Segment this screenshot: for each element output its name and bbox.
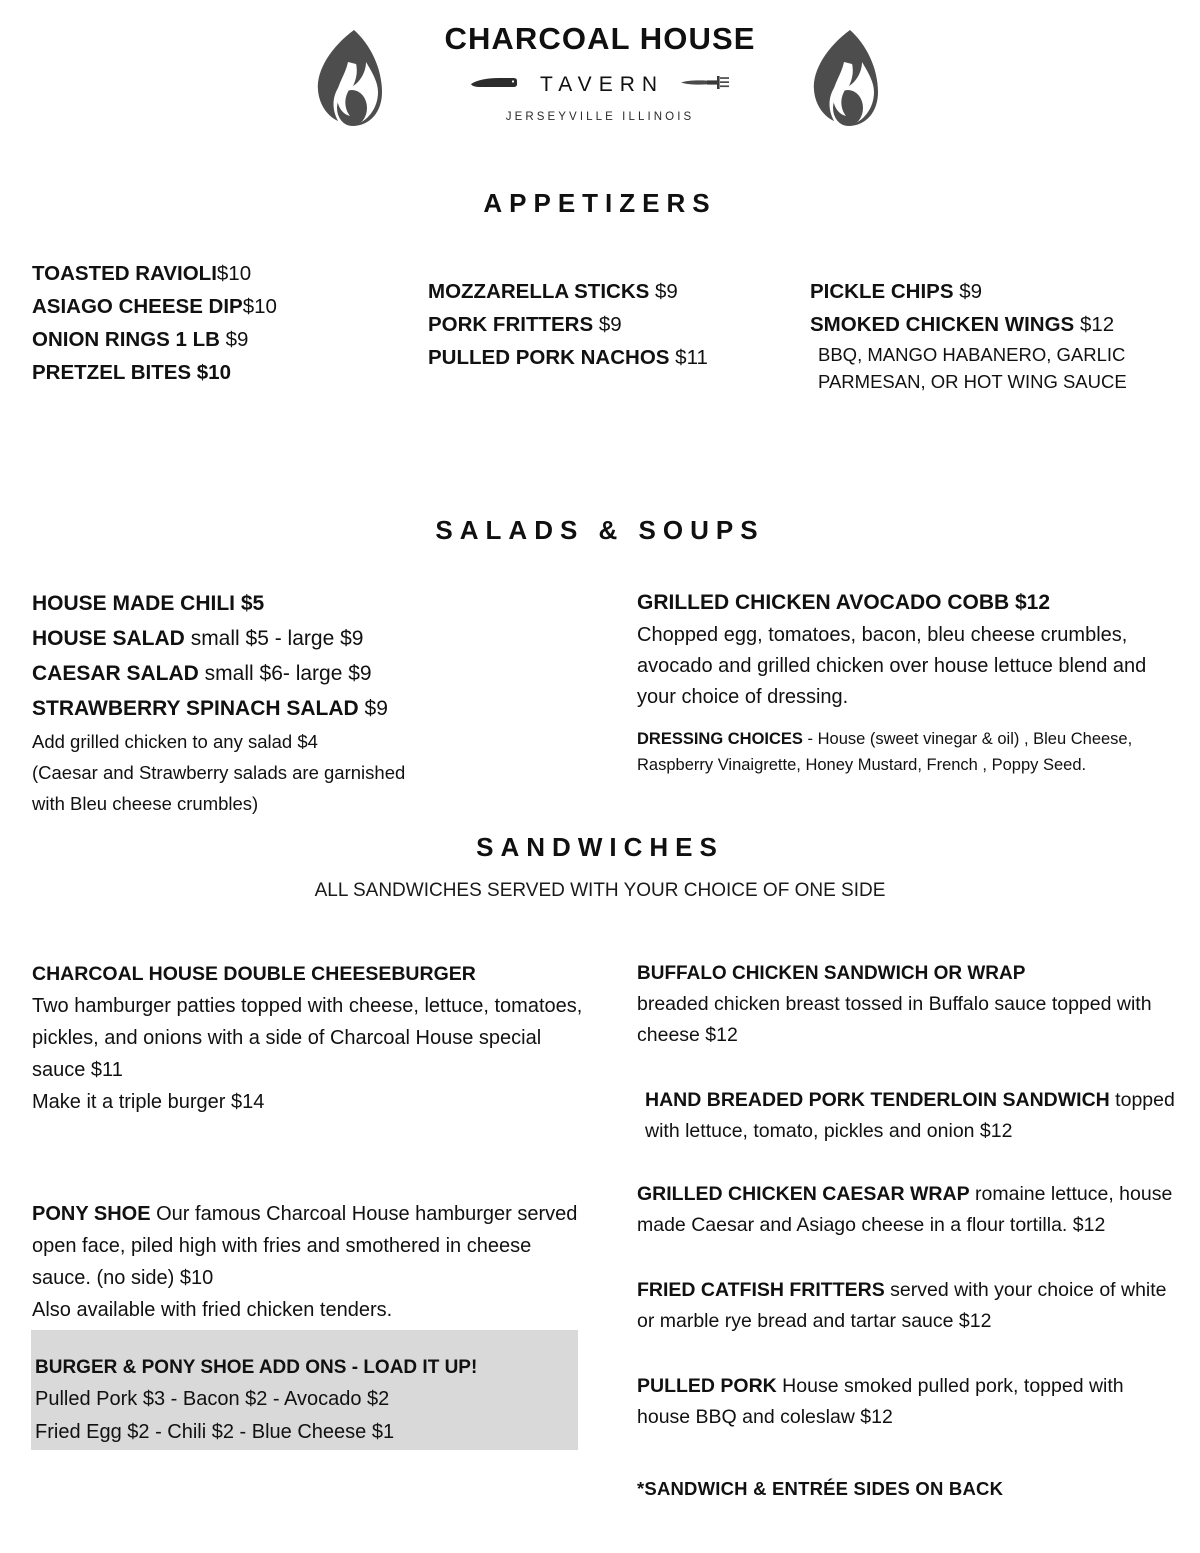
item-name: PULLED PORK NACHOS: [428, 346, 670, 369]
item-detail: $9: [358, 697, 388, 720]
addons-box: [31, 1330, 578, 1450]
salad-note: Add grilled chicken to any salad $4: [32, 731, 318, 752]
dressing-list: - House (sweet vinegar & oil) , Bleu Cheese, Raspberry Vinaigrette, Honey Mustard, French , Poppy Seed.: [637, 730, 1133, 774]
menu-item: [32, 323, 412, 356]
menu-item: [428, 341, 808, 374]
menu-item: [428, 275, 808, 308]
restaurant-name: CHARCOAL HOUSE: [444, 21, 756, 56]
item-price: $10: [216, 262, 252, 285]
item-name: MOZZARELLA STICKS: [428, 280, 650, 303]
item-name: PRETZEL BITES $10: [32, 361, 231, 384]
item-description: topped with lettuce, tomato, pickles and onion $12: [645, 1089, 1175, 1142]
item-description: romaine lettuce, house made Caesar and Asiago cheese in a flour tortilla. $12: [637, 1183, 1173, 1236]
item-name: FRIED CATFISH FRITTERS: [637, 1279, 885, 1301]
item-name: CHARCOAL HOUSE DOUBLE CHEESEBURGER: [32, 963, 476, 985]
item-name: PORK FRITTERS: [428, 313, 594, 336]
item-name: PONY SHOE: [32, 1203, 151, 1225]
item-name: HAND BREADED PORK TENDERLOIN SANDWICH: [645, 1089, 1110, 1111]
item-name: PICKLE CHIPS: [810, 280, 954, 303]
menu-item: [32, 356, 412, 389]
brand-block: [0, 22, 1200, 123]
wing-sauce-line: BBQ, MANGO HABANERO, GARLIC: [818, 344, 1126, 365]
location-line: JERSEYVILLE ILLINOIS: [505, 111, 695, 124]
menu-item: [32, 691, 612, 726]
item-name: SMOKED CHICKEN WINGS: [810, 313, 1075, 336]
menu-item: [810, 275, 1190, 308]
salads-right-column: [637, 586, 1177, 778]
appetizers-section: [0, 257, 1200, 457]
knife-icon: [469, 76, 519, 95]
item-name: HOUSE SALAD: [32, 627, 185, 650]
dressing-label: DRESSING CHOICES: [637, 730, 803, 748]
item-price: $9: [655, 280, 678, 303]
addons-title: BURGER & PONY SHOE ADD ONS - LOAD IT UP!: [35, 1357, 478, 1378]
item-price: $11: [675, 346, 708, 369]
menu-item: [637, 1179, 1182, 1241]
menu-item: [428, 308, 808, 341]
item-line: [637, 1275, 1182, 1337]
item-name: GRILLED CHICKEN CAESAR WRAP: [637, 1183, 970, 1205]
item-name: CAESAR SALAD: [32, 662, 199, 685]
menu-item: [32, 656, 612, 691]
item-price: $12: [1079, 313, 1115, 336]
appetizers-column-1: [32, 257, 412, 389]
item-description: Two hamburger patties topped with cheese, lettuce, tomatoes, pickles, and onions with a side of Charcoal House special sauce $11: [32, 995, 583, 1081]
sandwiches-left-column: [32, 958, 592, 1358]
sides-on-back-note: *SANDWICH & ENTRÉE SIDES ON BACK: [637, 1478, 1004, 1499]
item-extra: Make it a triple burger $14: [32, 1091, 265, 1113]
item-detail: small $6- large $9: [198, 662, 372, 685]
menu-item: [32, 586, 612, 621]
salads-left-column: [32, 586, 612, 819]
menu-item: [32, 621, 612, 656]
item-name: STRAWBERRY SPINACH SALAD: [32, 697, 359, 720]
item-name: ASIAGO CHEESE DIP: [32, 295, 243, 318]
menu-item: [637, 1371, 1182, 1433]
addons-line-1: Pulled Pork $3 - Bacon $2 - Avocado $2: [35, 1388, 390, 1410]
item-name: PULLED PORK: [637, 1375, 777, 1397]
fork-icon: [679, 75, 731, 96]
item-detail: small $5 - large $9: [184, 627, 364, 650]
cobb-salad-title: GRILLED CHICKEN AVOCADO COBB $12: [637, 591, 1051, 614]
section-heading-sandwiches: SANDWICHES: [476, 832, 724, 862]
item-name: BUFFALO CHICKEN SANDWICH OR WRAP: [637, 963, 1026, 984]
menu-item: [32, 290, 412, 323]
menu-item: [810, 308, 1190, 341]
menu-item: [637, 1085, 1182, 1147]
item-name: HOUSE MADE CHILI $5: [32, 592, 265, 615]
menu-item: [32, 257, 412, 290]
item-name: TOASTED RAVIOLI: [32, 262, 217, 285]
salad-note: (Caesar and Strawberry salads are garnished: [32, 762, 406, 783]
appetizers-column-2: [428, 275, 808, 374]
item-description: breaded chicken breast tossed in Buffalo sauce topped with cheese $12: [637, 993, 1152, 1046]
item-description: Our famous Charcoal House hamburger served open face, piled high with fries and smothered in cheese sauce. (no side) $10: [32, 1203, 578, 1289]
item-description: House smoked pulled pork, topped with house BBQ and coleslaw $12: [637, 1375, 1124, 1428]
item-price: $9: [598, 313, 622, 336]
tavern-row: [0, 73, 1200, 97]
tavern-word: TAVERN: [539, 73, 665, 97]
section-heading-salads: SALADS & SOUPS: [435, 515, 765, 545]
addons-line-2: Fried Egg $2 - Chili $2 - Blue Cheese $1: [35, 1421, 395, 1443]
wing-sauce-line: PARMESAN, OR HOT WING SAUCE: [818, 371, 1127, 392]
salads-section: [0, 586, 1200, 836]
item-price: $9: [225, 328, 249, 351]
item-description: served with your choice of white or marble rye bread and tartar sauce $12: [637, 1279, 1167, 1332]
item-name: ONION RINGS 1 LB: [32, 328, 226, 351]
item-line: [32, 1198, 592, 1294]
menu-item: [637, 958, 1182, 1051]
sandwiches-subtitle: ALL SANDWICHES SERVED WITH YOUR CHOICE OF ONE SIDE: [314, 880, 886, 901]
appetizers-column-3: [810, 275, 1190, 395]
sandwiches-right-column: [637, 958, 1182, 1433]
menu-item: [32, 958, 592, 1118]
dressing-choices: [637, 726, 1177, 778]
menu-header: [0, 0, 1200, 150]
salad-note: with Bleu cheese crumbles): [32, 793, 259, 814]
item-price: $10: [242, 295, 277, 318]
item-extra: Also available with fried chicken tenders.: [32, 1299, 393, 1321]
item-line: [645, 1085, 1182, 1147]
menu-item: [637, 1275, 1182, 1337]
cobb-salad-description: Chopped egg, tomatoes, bacon, bleu cheese crumbles, avocado and grilled chicken over house lettuce blend and your choice of dressing.: [637, 624, 1147, 708]
item-price: $9: [959, 280, 983, 303]
item-line: [637, 1371, 1182, 1433]
item-line: [637, 1179, 1182, 1241]
section-heading-appetizers: APPETIZERS: [483, 188, 717, 218]
